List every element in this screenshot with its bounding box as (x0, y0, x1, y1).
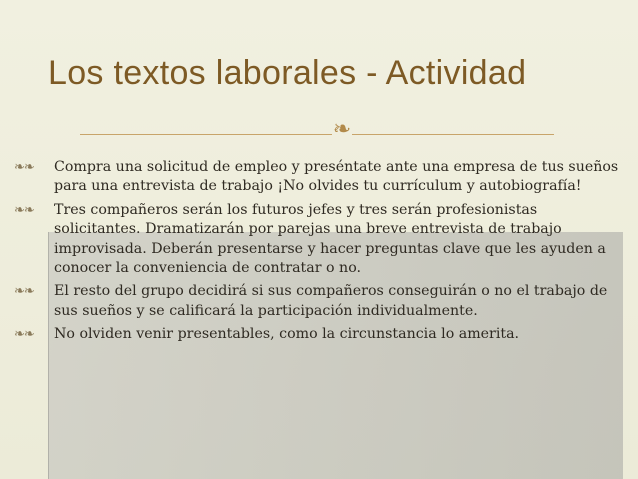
bullet-text: No olviden venir presentables, como la circunstancia lo amerita. (54, 326, 520, 343)
bullet-text: Tres compañeros serán los futuros jefes y tres serán profesionistas solicitantes. Dramatizarán por parejas una breve entrevista de trabajo improvisada. Deberán presentarse y hacer preguntas clave que les ayuden a conocer la conveniencia de contratar o no. (54, 201, 606, 277)
double-leaf-bullet-icon: ❧❧ (14, 202, 34, 218)
bullet-item (14, 325, 626, 344)
bullet-list (14, 158, 626, 349)
double-leaf-bullet-icon: ❧❧ (14, 160, 34, 175)
bullet-item (14, 158, 626, 197)
title-divider-left (80, 134, 332, 135)
bullet-text: El resto del grupo decidirá si sus compañeros conseguirán o no el trabajo de sus sueños y se calificará la participación individualmente. (54, 283, 608, 319)
bullet-item (14, 201, 626, 279)
bullet-item (14, 282, 626, 321)
double-leaf-bullet-icon: ❧❧ (14, 327, 34, 343)
title-divider-right (352, 134, 554, 135)
double-leaf-bullet-icon: ❧❧ (14, 284, 34, 300)
bullet-text: Compra una solicitud de empleo y preséntate ante una empresa de tus sueños para una entrevista de trabajo ¡No olvides tu currículum y autobiografía! (54, 159, 619, 195)
slide-title: Los textos laborales - Actividad (48, 54, 527, 92)
scroll-ornament-icon: ❧ (332, 117, 352, 142)
